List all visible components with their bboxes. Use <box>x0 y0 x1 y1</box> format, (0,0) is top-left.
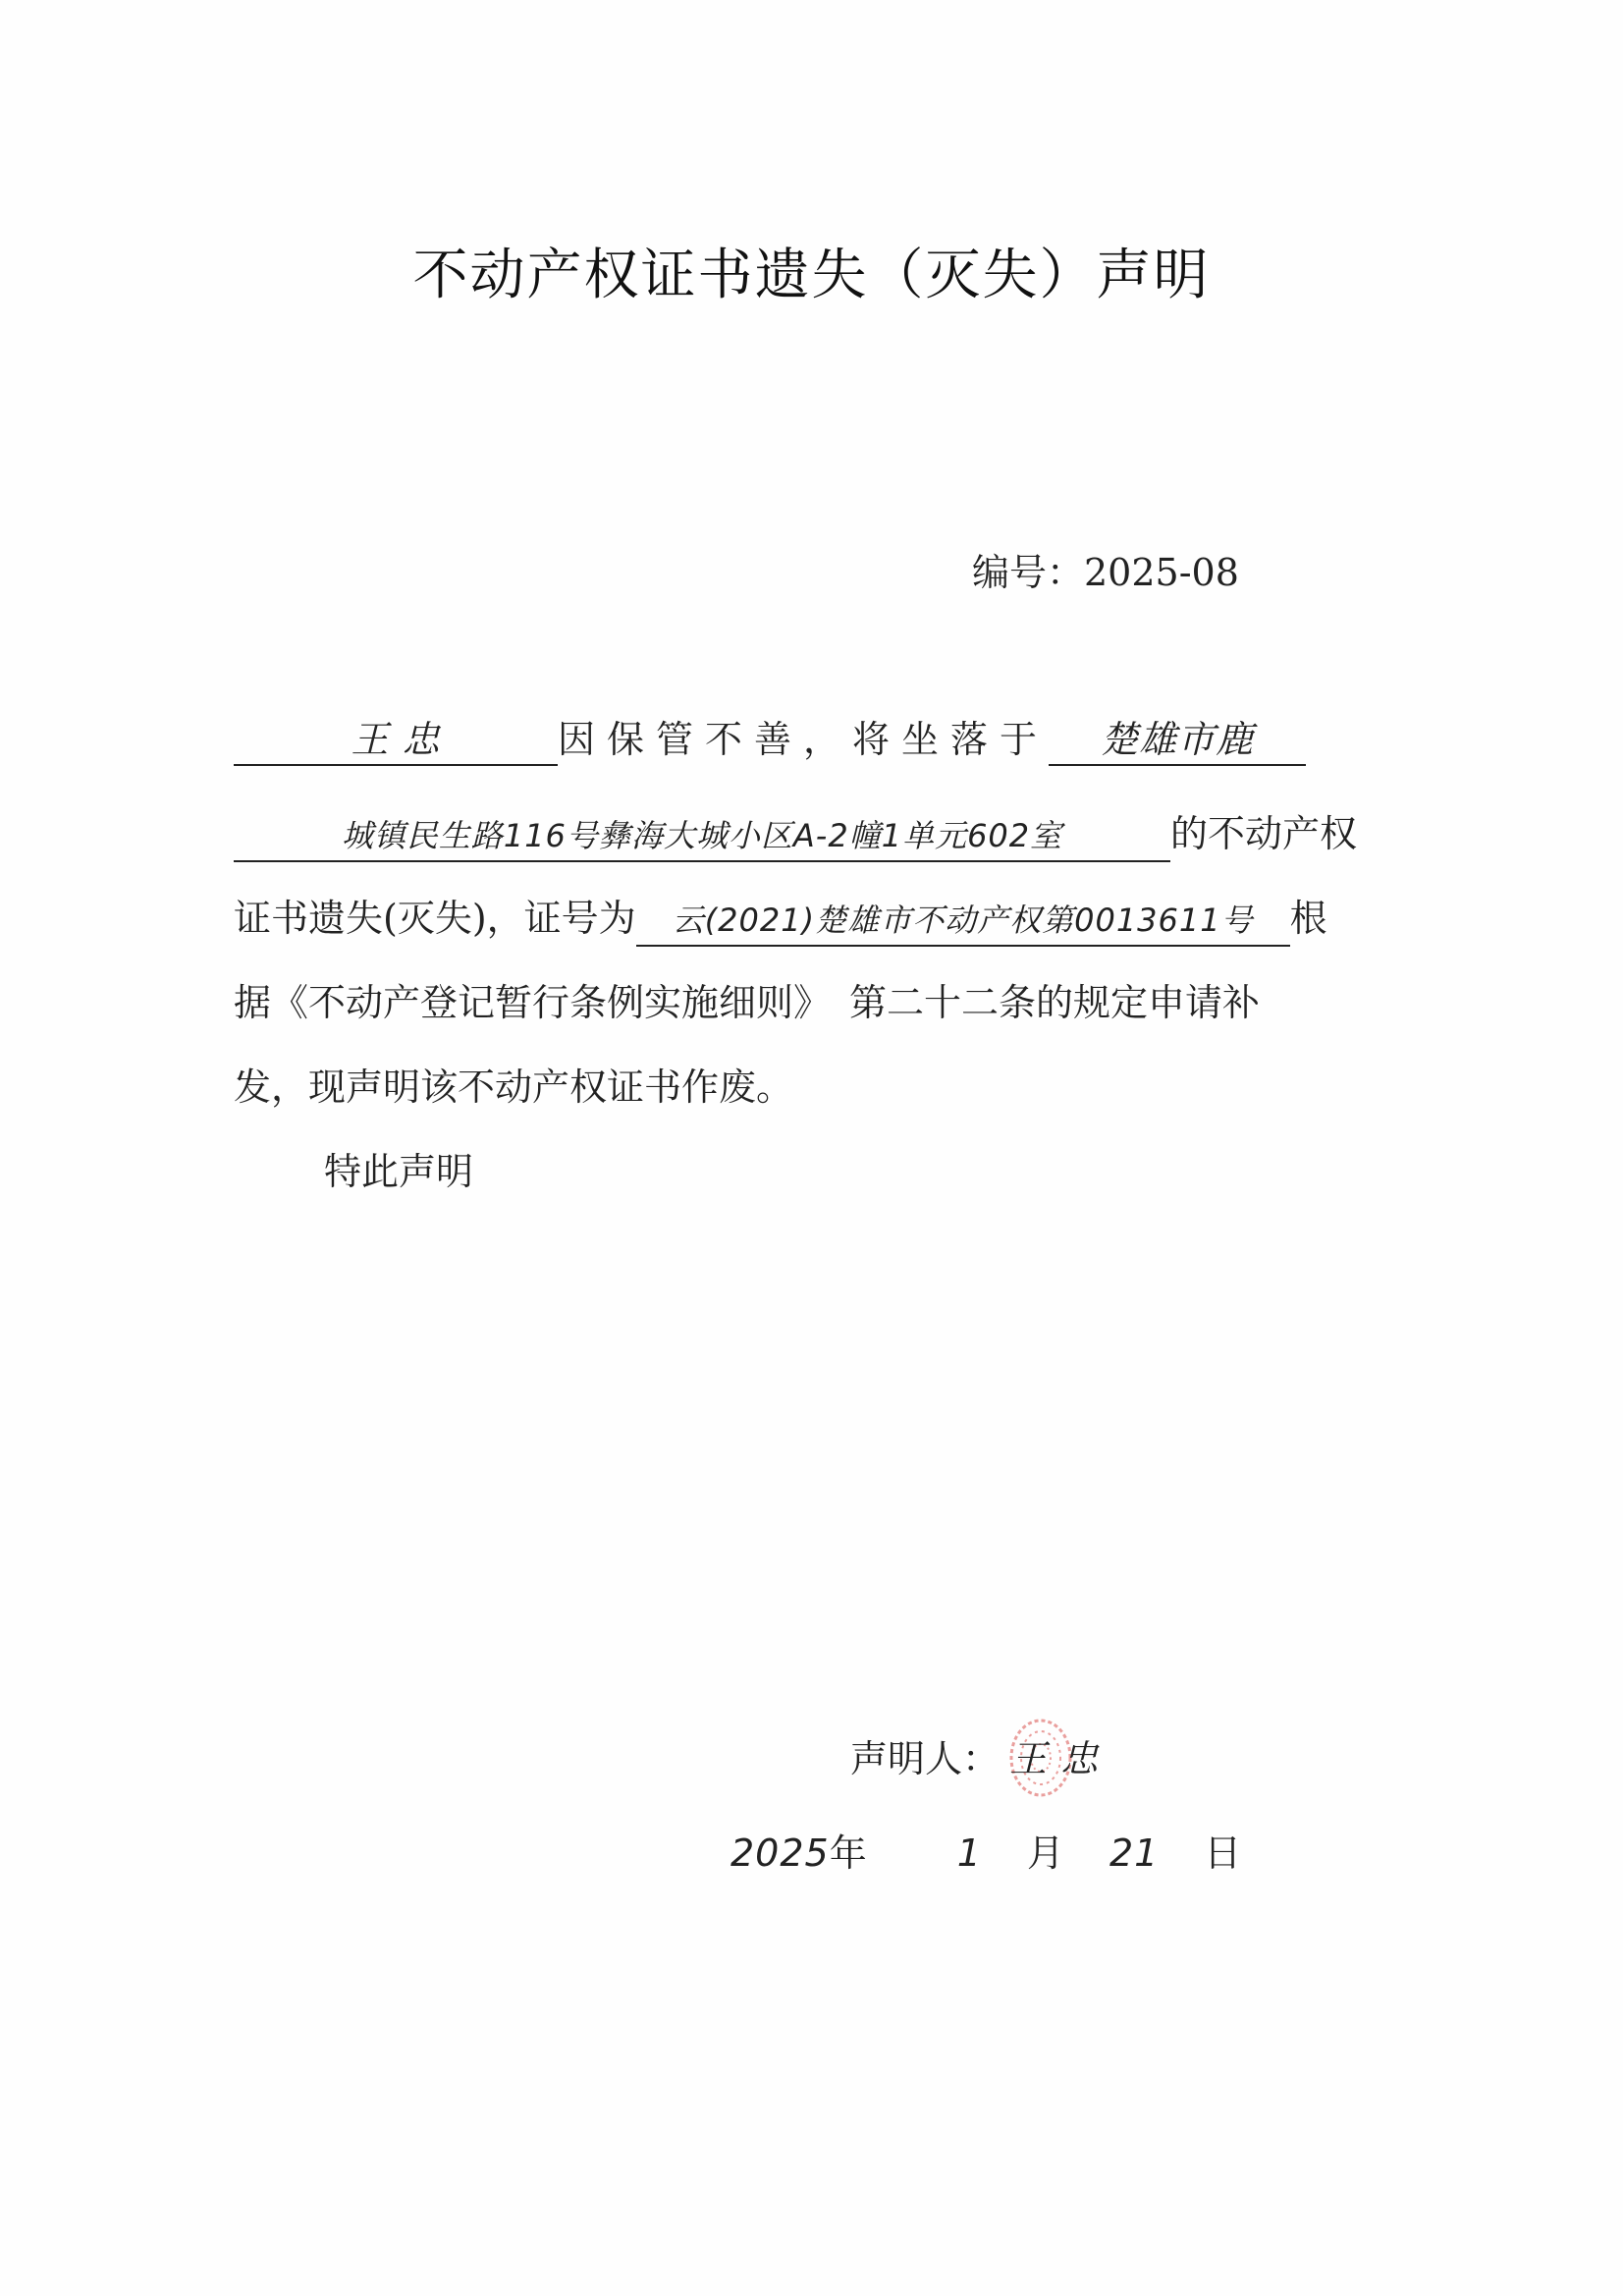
document-title: 不动产权证书遗失（灭失）声明 <box>412 244 1211 307</box>
date-month: 1 <box>956 1831 982 1875</box>
date-month-unit: 月 <box>1026 1831 1064 1875</box>
body-text-line3-prefix: 证书遗失(灭失)，证号为 <box>234 897 636 940</box>
date-block <box>730 1823 1241 1877</box>
body-text-after-location: 的不动产权 <box>1170 812 1358 855</box>
body-line-5: 发，现声明该不动产权证书作废。 <box>234 1066 794 1109</box>
body-text-after-name: 因保管不善，将坐落于 <box>558 718 1050 761</box>
signature-block <box>850 1728 1099 1782</box>
applicant-name: 王 忠 <box>234 715 558 766</box>
declaration-text: 特此声明 <box>324 1150 474 1193</box>
location-part-1: 楚雄市鹿 <box>1049 715 1306 766</box>
date-year: 2025 <box>730 1831 830 1875</box>
location-part-2: 城镇民生路116号彝海大城小区A-2幢1单元602室 <box>234 811 1170 862</box>
body-line-4: 据《不动产登记暂行条例实施细则》 第二十二条的规定申请补 <box>234 981 1261 1024</box>
document-number: 编号：2025-08 <box>972 551 1239 594</box>
body-line-2 <box>234 803 1363 866</box>
body-line-3 <box>234 888 1363 951</box>
body-text-line3-suffix: 根 <box>1289 897 1327 940</box>
date-day-unit: 日 <box>1204 1831 1242 1875</box>
date-year-unit: 年 <box>829 1831 867 1875</box>
certificate-number: 云(2021)楚雄市不动产权第0013611号 <box>636 896 1290 947</box>
signature-name-text: 王 忠 <box>1009 1737 1100 1780</box>
date-day: 21 <box>1109 1831 1160 1875</box>
signature-label: 声明人： <box>850 1737 1001 1780</box>
body-line-1 <box>234 709 1363 772</box>
signature-name <box>1009 1728 1099 1782</box>
